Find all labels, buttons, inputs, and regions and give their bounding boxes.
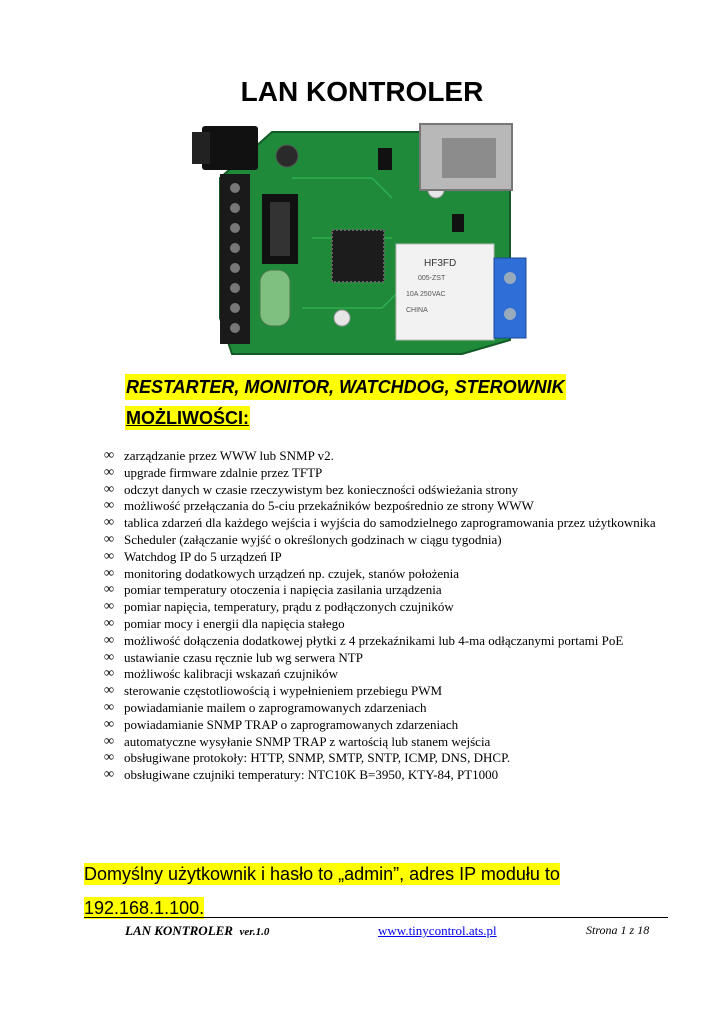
infinity-icon: ∞ xyxy=(104,750,114,766)
footer-version: ver.1.0 xyxy=(239,926,270,938)
features-heading: MOŻLIWOŚCI: xyxy=(126,408,249,428)
infinity-icon: ∞ xyxy=(104,615,114,631)
product-photo xyxy=(192,118,528,358)
note-line-2: 192.168.1.100. xyxy=(84,898,205,918)
list-item: ∞ monitoring dodatkowych urządzeń np. czujek, stanów położenia xyxy=(104,565,460,581)
relay-model-label: HF3FD xyxy=(424,258,457,269)
list-item: ∞ powiadamianie SNMP TRAP o zaprogramowanych zdarzeniach xyxy=(104,716,459,732)
document-title: LAN KONTROLER xyxy=(240,76,484,107)
infinity-icon: ∞ xyxy=(104,531,114,547)
list-item: ∞ automatyczne wysyłanie SNMP TRAP z wartością lub stanem wejścia xyxy=(104,733,491,749)
list-item: ∞ upgrade firmware zdalnie przez TFTP xyxy=(104,464,323,480)
list-item: ∞ zarządzanie przez WWW lub SNMP v2. xyxy=(104,448,334,463)
infinity-icon: ∞ xyxy=(104,582,114,598)
features-list xyxy=(104,448,684,784)
infinity-icon: ∞ xyxy=(104,498,114,514)
infinity-icon: ∞ xyxy=(104,716,114,732)
website-link[interactable]: www.tinycontrol.ats.pl xyxy=(378,923,497,938)
list-item: ∞ ustawianie czasu ręcznie lub wg serwera NTP xyxy=(104,649,363,665)
infinity-icon: ∞ xyxy=(104,632,114,648)
default-credentials-note xyxy=(84,857,644,925)
infinity-icon: ∞ xyxy=(104,515,114,531)
list-item: ∞ sterowanie częstotliowością i wypełnieniem przebiegu PWM xyxy=(104,683,443,699)
infinity-icon: ∞ xyxy=(104,464,114,480)
infinity-icon: ∞ xyxy=(104,767,114,783)
relay-part-label: 005-ZST xyxy=(418,275,446,282)
list-item: ∞ pomiar temperatury otoczenia i napięcia zasilania urządzenia xyxy=(104,582,442,598)
infinity-icon: ∞ xyxy=(104,666,114,682)
infinity-icon: ∞ xyxy=(104,481,114,497)
list-item: ∞ powiadamianie mailem o zaprogramowanych zdarzeniach xyxy=(104,699,427,715)
document-subtitle: RESTARTER, MONITOR, WATCHDOG, STEROWNIK xyxy=(125,374,566,400)
relay-origin-label: CHINA xyxy=(406,307,428,314)
page-number: Strona 1 z 18 xyxy=(586,923,650,937)
relay-rating-label: 10A 250VAC xyxy=(406,291,446,298)
footer-product xyxy=(125,923,269,939)
list-item: ∞ pomiar napięcia, temperatury, prądu z podłączonych czujników xyxy=(104,599,454,615)
infinity-icon: ∞ xyxy=(104,683,114,699)
infinity-icon: ∞ xyxy=(104,699,114,715)
infinity-icon: ∞ xyxy=(104,599,114,615)
list-item: ∞ obsługiwane czujniki temperatury: NTC10K B=3950, KTY-84, PT1000 xyxy=(104,767,499,783)
list-item: ∞ tablica zdarzeń dla każdego wejścia i wyjścia do samodzielnego zaprogramowania przez użytkownika xyxy=(104,515,656,531)
list-item: ∞ możliwośc kalibracji wskazań czujników xyxy=(104,666,339,682)
footer-divider xyxy=(84,917,668,918)
infinity-icon: ∞ xyxy=(104,548,114,564)
note-line-1: Domyślny użytkownik i hasło to „admin”, adres IP modułu to xyxy=(84,864,560,884)
list-item: ∞ pomiar mocy i energii dla napięcia stałego xyxy=(104,615,345,631)
infinity-icon: ∞ xyxy=(104,733,114,749)
infinity-icon: ∞ xyxy=(104,448,114,463)
list-item: ∞ możliwość dołączenia dodatkowej płytki z 4 przekaźnikami lub 4-ma odłączanymi portami PoE xyxy=(104,632,624,648)
list-item: ∞ Scheduler (załączanie wyjść o określonych godzinach w ciągu tygodnia) xyxy=(104,531,502,547)
infinity-icon: ∞ xyxy=(104,649,114,665)
list-item: ∞ Watchdog IP do 5 urządzeń IP xyxy=(104,548,282,564)
list-item: ∞ możliwość przełączania do 5-ciu przekaźników bezpośrednio ze strony WWW xyxy=(104,498,534,514)
list-item: ∞ odczyt danych w czasie rzeczywistym bez konieczności odświeżania strony xyxy=(104,481,519,497)
footer-product-name: LAN KONTROLER xyxy=(125,923,233,938)
infinity-icon: ∞ xyxy=(104,565,114,581)
list-item: ∞ obsługiwane protokoły: HTTP, SNMP, SMTP, SNTP, ICMP, DNS, DHCP. xyxy=(104,750,511,766)
